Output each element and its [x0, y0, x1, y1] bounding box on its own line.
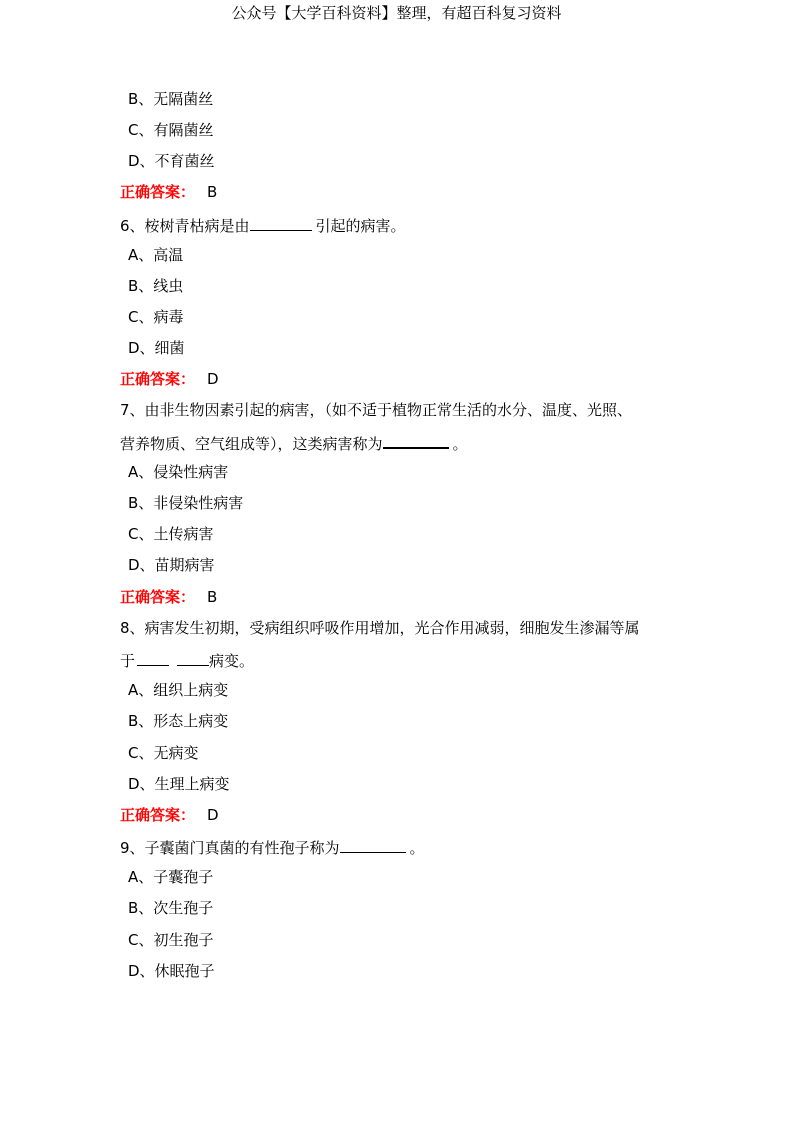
q9-option-a: A、子囊孢子 — [128, 868, 214, 886]
q9-option-c: C、初生孢子 — [128, 931, 214, 949]
q7-option-d: D、苗期病害 — [128, 556, 215, 574]
q5-option-d: D、不育菌丝 — [128, 152, 215, 170]
q6-stem-text: 6、桉树青枯病是由 — [120, 217, 250, 235]
answer-label: 正确答案： — [120, 806, 196, 824]
q9-stem — [120, 836, 425, 858]
answer-blank — [250, 214, 312, 231]
q5-option-b: B、无隔菌丝 — [128, 90, 214, 108]
q6-answer — [120, 369, 219, 389]
q6-stem-tail: 引起的病害。 — [315, 217, 406, 235]
q7-answer — [120, 587, 217, 607]
q8-stem-text: 于 — [120, 652, 136, 670]
q8-stem-tail: 病变。 — [209, 652, 255, 670]
answer-label: 正确答案： — [120, 183, 196, 201]
q7-stem-line1: 7、由非生物因素引起的病害，（如不适于植物正常生活的水分、温度、光照、 — [120, 401, 633, 419]
answer-blank — [383, 431, 449, 449]
q7-option-b: B、非侵染性病害 — [128, 494, 244, 512]
q5-answer — [120, 182, 217, 202]
q8-stem-line2 — [120, 649, 254, 671]
answer-label: 正确答案： — [120, 588, 196, 606]
page-header: 公众号【大学百科资料】整理，有超百科复习资料 — [231, 4, 562, 22]
q9-stem-tail: 。 — [409, 839, 425, 857]
q6-option-b: B、线虫 — [128, 277, 184, 295]
answer-blank — [137, 649, 169, 666]
q6-option-d: D、细菌 — [128, 339, 185, 357]
answer-blank — [177, 649, 209, 666]
q7-stem-tail: 。 — [452, 435, 468, 453]
q7-option-a: A、侵染性病害 — [128, 463, 229, 481]
answer-value: B — [207, 183, 218, 201]
q7-stem-line2 — [120, 431, 468, 454]
q8-option-c: C、无病变 — [128, 744, 199, 762]
q9-stem-text: 9、子囊菌门真菌的有性孢子称为 — [120, 839, 340, 857]
q6-option-c: C、病毒 — [128, 308, 184, 326]
q8-option-a: A、组织上病变 — [128, 681, 229, 699]
q8-option-d: D、生理上病变 — [128, 775, 230, 793]
answer-blank — [340, 836, 406, 853]
q9-option-b: B、次生孢子 — [128, 899, 214, 917]
q7-stem-text: 营养物质、空气组成等），这类病害称为 — [120, 435, 383, 453]
q6-option-a: A、高温 — [128, 246, 184, 264]
q8-answer — [120, 805, 219, 825]
answer-label: 正确答案： — [120, 370, 196, 388]
answer-value: D — [207, 370, 219, 388]
answer-value: B — [207, 588, 218, 606]
q6-stem — [120, 214, 406, 236]
q8-option-b: B、形态上病变 — [128, 712, 229, 730]
q5-option-c: C、有隔菌丝 — [128, 121, 214, 139]
q8-stem-line1: 8、病害发生初期，受病组织呼吸作用增加，光合作用减弱，细胞发生渗漏等属 — [120, 619, 640, 637]
q7-option-c: C、土传病害 — [128, 525, 214, 543]
q9-option-d: D、休眠孢子 — [128, 962, 215, 980]
answer-value: D — [207, 806, 219, 824]
